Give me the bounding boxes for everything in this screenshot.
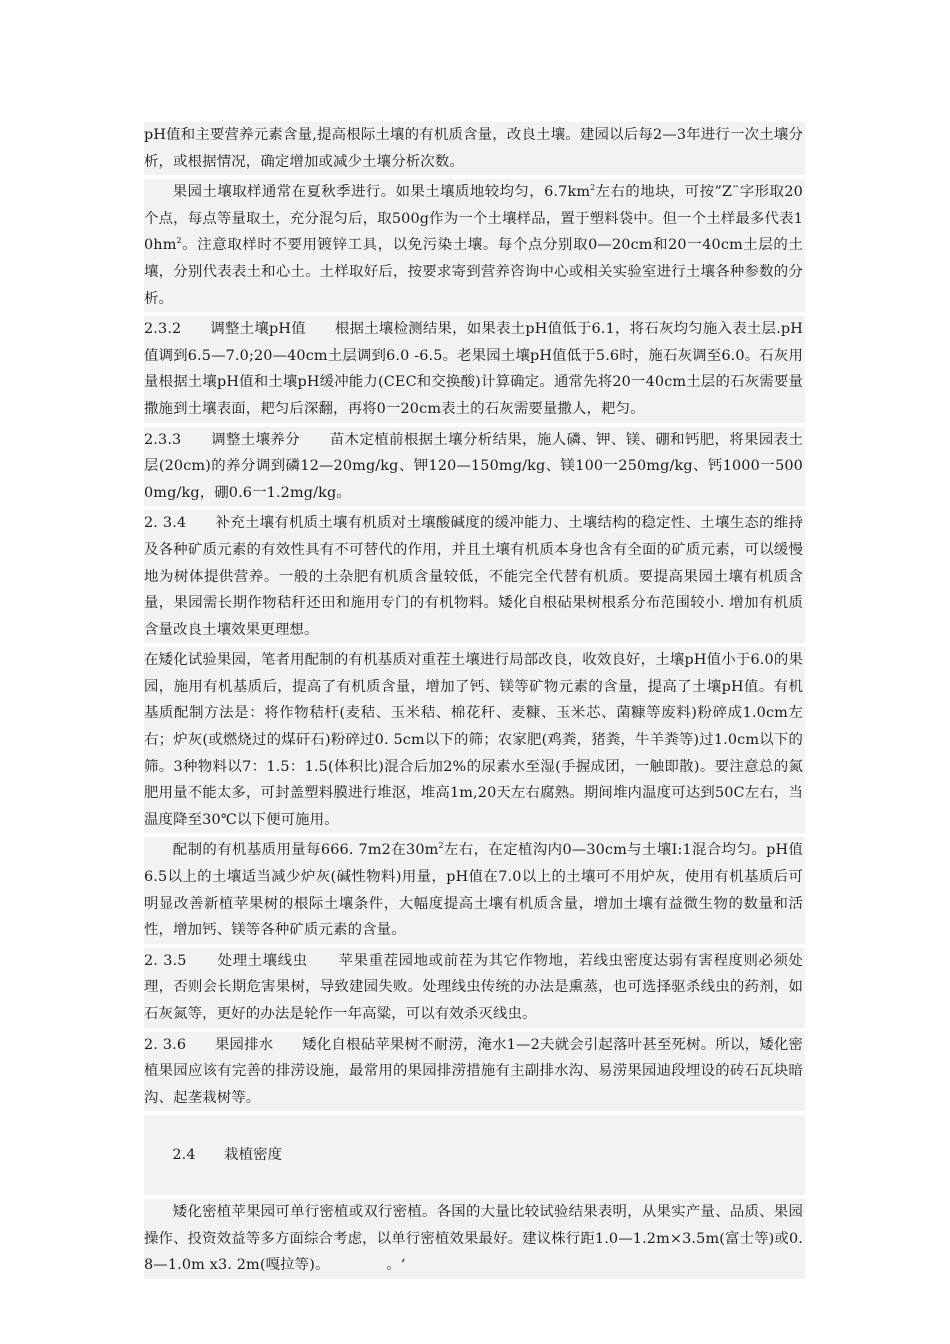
section-heading: 2. 3.4: [144, 515, 216, 532]
superscript: 2: [176, 236, 182, 246]
paragraph-organic-matter: [144, 510, 805, 643]
paragraph-text: 根据土壤检测结果，如果表土pH值低于6.1，将石灰均匀施入表土层.pH值调到6.5—7.0;20—40cm土层调到6.0 -6.5。老果园土壤pH值低于5.6时，施石灰调至6.0。石灰用量根据土壤pH值和土壤pH缓冲能力(CEC和交换酸)计算确定。通常先将20一40cm土层的石灰需要量撒施到土壤表面，耙匀后深翻，再将0一20cm表土的石灰需要量撒人，耙匀。: [144, 321, 803, 417]
superscript: 2: [590, 183, 596, 193]
section-heading-planting-density: [144, 1115, 805, 1195]
paragraph-dwarf-trial: [144, 647, 805, 833]
superscript: 2: [438, 841, 444, 851]
paragraph-planting-density: [144, 1199, 805, 1279]
paragraph-text: 苗木定植前根据土壤分析结果，施人磷、钾、镁、硼和钙肥，将果园表土层(20cm)的养分调到磷12—20mg/kg、钾120—150mg/kg、镁100一250mg/kg、钙1000一5000mg/kg，硼0.6一1.2mg/kg。: [144, 431, 803, 501]
section-heading: 2.4 栽植密度: [172, 1146, 283, 1163]
paragraph-substrate-dosage: [144, 837, 805, 943]
paragraph-text-part: 。注意取样时不要用镀锌工具，以免污染土壤。每个点分别取0—20cm和20一40cm土层的土壤，分别代表表土和心土。土样取好后，按要求寄到营养咨询中心或相关实验室进行土壤各种参数的分析。: [144, 237, 803, 307]
paragraph-text-part: 果园土壤取样通常在夏秋季进行。如果土壤质地较均匀，6.7km: [172, 184, 591, 201]
paragraph-text: 矮化自根砧苹果树不耐涝，淹水1—2夫就会引起落叶甚至死树。所以，矮化密植果园应该有完善的排涝设施，最常用的果园排涝措施有主副排水沟、易涝果园迪段埋设的砖石瓦块暗沟、起垄栽树等。: [144, 1036, 803, 1106]
section-heading: 2.3.3 调整土壤养分: [144, 431, 330, 448]
paragraph-soil-sampling: [144, 179, 805, 312]
paragraph-text-part: 左右的地块，可按”Z¨字形取20个点，每点等量取土，充分混匀后，取500g作为一个土壤样品，置于塑料袋中。但一个土样最多代表10hm: [144, 184, 803, 254]
paragraph-nutrient-adjust: [144, 427, 805, 507]
paragraph-text: 在矮化试验果园，笔者用配制的有机基质对重茬土壤进行局部改良，收效良好，土壤pH值小于6.0的果园，施用有机基质后，提高了有机质含量，增加了钙、镁等矿物元素的含量，提高了土壤pH值。有机基质配制方法是：将作物秸杆(麦秸、玉米秸、棉花秆、麦糠、玉米芯、菌糠等废料)粉碎成1.0cm左右；炉灰(或燃烧过的煤矸石)粉碎过0. 5cm以下的筛；农家肥(鸡粪，猪粪，牛羊粪等)过1.0cm以下的筛。3种物料以7：1.5：1.5(体积比)混合后加2%的尿素水至湿(手握成团，一触即散)。要注意总的氮肥用量不能太多，可封盖塑料膜进行堆沤，堆高1m,20天左右腐熟。期间堆内温度可达到50C左右，当温度降至30℃以下便可施用。: [144, 652, 803, 828]
section-heading: 2.3.2 调整土壤pH值: [144, 321, 335, 338]
paragraph-text: pH值和主要营养元素含量,提高根际土壤的有机质含量，改良土壤。建园以后每2—3年进行一次土壤分析，或根据情况，确定增加或减少土壤分析次数。: [144, 127, 803, 170]
section-heading: 2. 3.6 果园排水: [144, 1036, 303, 1053]
paragraph-text: 苹果重茬园地或前茬为其它作物地，若线虫密度达弱有害程度则必须处理，否则会长期危害果树，导致建园失败。处理线虫传统的办法是熏蒸，也可选择驱杀线虫的药剂，如石灰氮等，更好的办法是轮作一年高粱，可以有效杀灭线虫。: [144, 952, 803, 1022]
paragraph-drainage: [144, 1032, 805, 1112]
paragraph-text-part: 配制的有机基质用量每666. 7m2在30m: [172, 842, 439, 859]
paragraph-text-part: 左右，在定植沟内0—30cm与土壤I:1混合均匀。pH值6.5以上的土壤适当减少炉灰(碱性物料)用量，pH值在7.0以上的土壤可不用炉灰，使用有机基质后可明显改善新植苹果树的根际土壤条件，大幅度提高土壤有机质含量，增加土壤有益微生物的数量和活性，增加钙、镁等各种矿质元素的含量。: [144, 842, 803, 939]
paragraph-text: 矮化密植苹果园可单行密植或双行密植。各国的大量比较试验结果表明，从果实产量、品质、果园操作、投资效益等多方面综合考虑，以单行密植效果最好。建议株行距1.0—1.2m×3.5m(富士等)或0.8—1.0m x3. 2m(嘎拉等)。 。‘: [144, 1204, 803, 1274]
paragraph-ph-adjust: [144, 316, 805, 422]
section-heading: 2. 3.5 处理土壤线虫: [144, 952, 339, 969]
document-body: [144, 122, 805, 1279]
paragraph-soil-analysis: [144, 122, 805, 175]
paragraph-nematodes: [144, 948, 805, 1028]
paragraph-text: 补充土壤有机质土壤有机质对土壤酸碱度的缓冲能力、土壤结构的稳定性、土壤生态的维持及各种矿质元素的有效性具有不可替代的作用，并且土壤有机质本身也含有全面的矿质元素，可以缓慢地为树体提供营养。一般的土杂肥有机质含量较低，不能完全代替有机质。要提高果园土壤有机质含量，果园需长期作物秸秆还田和施用专门的有机物料。矮化自根砧果树根系分布范围较小. 增加有机质含量改良土壤效果更理想。: [144, 515, 803, 638]
